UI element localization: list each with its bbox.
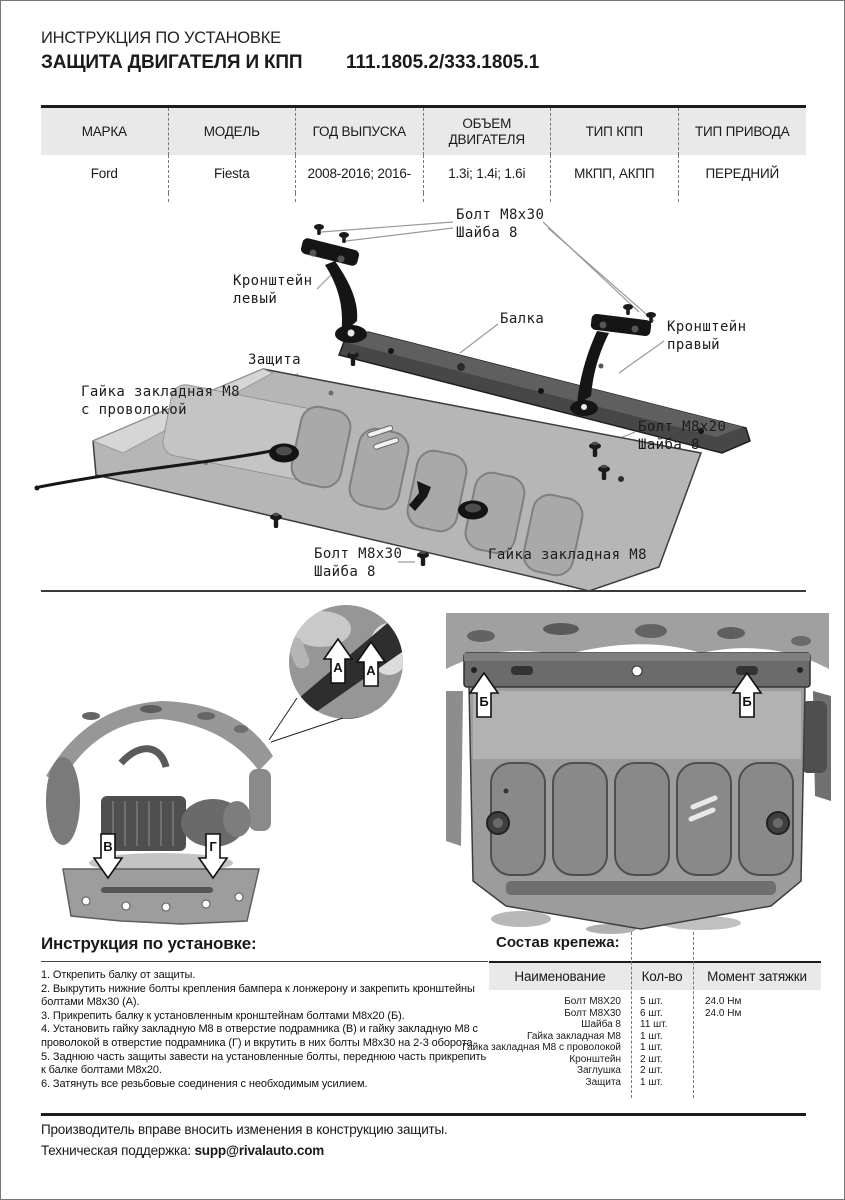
marker-letter-a: А — [333, 660, 343, 675]
vehicle-brand: Ford — [41, 155, 169, 193]
fasteners-table — [462, 932, 821, 1098]
instruction-step: 5. Заднюю часть защиты завести на установленные болты, переднюю часть прикрепить к балке болтами М8х20. — [41, 1050, 487, 1077]
label-embed-nut: Гайка закладная М8 — [488, 547, 647, 563]
vehicle-model: Fiesta — [169, 155, 297, 193]
instruction-step: 1. Открепить балку от защиты. — [41, 969, 196, 981]
instruction-step: 4. Установить гайку закладную М8 в отверстие подрамника (В) и гайку закладную М8 с проволокой в отверстие подрамника (Г) и вкрутить в них болты М8х30 на 2-3 оборота. — [41, 1023, 478, 1049]
section-divider-line — [41, 590, 806, 592]
document-header — [41, 29, 302, 74]
instruction-step: 3. Прикрепить балку к установленным кронштейнам болтами М8х20 (Б). — [41, 1009, 405, 1022]
fasteners-title: Состав крепежа: — [496, 934, 620, 951]
vehicle-table-data-row — [41, 155, 806, 193]
fasteners-header-row — [489, 963, 821, 990]
fastener-row: Шайба 8 11 шт. — [581, 1019, 668, 1030]
fasteners-col-qty: Кол-во — [641, 969, 683, 984]
vehicle-table-header-row — [41, 108, 806, 155]
fastener-row: Болт М8Х20 5 шт. 24.0 Нм — [564, 996, 742, 1007]
label-bracket-right: Кронштейн правый — [667, 319, 747, 353]
label-bolt-m8x30-bottom: Болт М8х30 Шайба 8 — [314, 546, 403, 580]
footer-notice: Производитель вправе вносить изменения в конструкцию защиты. — [41, 1122, 448, 1137]
photo-underbody-left — [16, 601, 436, 936]
fastener-row: Заглушка 2 шт. — [576, 1065, 663, 1076]
label-bolt-m8x30-top: Болт М8х30 Шайба 8 — [456, 207, 545, 241]
support-label: Техническая поддержка: — [41, 1143, 191, 1158]
marker-letter-b: Б — [479, 694, 489, 709]
fasteners-rows — [462, 996, 821, 1088]
instruction-step: 6. Затянуть все резьбовые соединения с необходимым усилием. — [41, 1077, 368, 1090]
vehicle-col-header: ТИП ПРИВОДА — [694, 123, 790, 139]
label-beam: Балка — [500, 311, 545, 327]
vehicle-gearbox: МКПП, АКПП — [551, 155, 679, 193]
instructions-rule — [41, 961, 488, 962]
photo-installed-right — [441, 601, 836, 936]
instruction-step: 2. Выкрутить нижние болты крепления бампера к лонжерону и закрепить кронштейны болтами М8х30 (А). — [41, 982, 475, 1009]
fasteners-col-name: Наименование — [514, 969, 606, 984]
underbody-photo-shapes — [46, 701, 273, 924]
label-bracket-left: Кронштейн левый — [233, 273, 313, 307]
marker-letter-v: В — [103, 839, 113, 854]
marker-letter-b: Б — [742, 694, 752, 709]
instructions-title: Инструкция по установке: — [41, 934, 257, 953]
fastener-row: Защита 1 шт. — [585, 1076, 663, 1088]
part-numbers: 111.1805.2/333.1805.1 — [346, 52, 540, 73]
vehicle-col-header: МАРКА — [41, 108, 169, 155]
fastener-row: Гайка закладная М8 с проволокой 1 шт. — [462, 1042, 663, 1053]
label-embed-nut-wire: Гайка закладная М8 с проволокой — [81, 384, 240, 418]
vehicle-col-header: ГОД ВЫПУСКА — [296, 108, 424, 155]
marker-letter-a: А — [366, 663, 376, 678]
fasteners-col-torque: Момент затяжки — [707, 969, 807, 984]
label-bolt-m8x20: Болт М8х20 Шайба 8 — [638, 419, 727, 453]
fastener-row: Гайка закладная М8 1 шт. — [527, 1030, 663, 1042]
label-shield: Защита — [248, 352, 301, 368]
installed-shield-render — [464, 653, 810, 929]
product-title: ЗАЩИТА ДВИГАТЕЛЯ И КПП — [41, 52, 303, 73]
vehicle-col-header: ОБЪЕМ ДВИГАТЕЛЯ — [424, 108, 552, 155]
footer-support — [41, 1143, 324, 1158]
vehicle-table — [41, 105, 806, 202]
marker-letter-g: Г — [209, 839, 217, 854]
installation-instructions — [41, 934, 488, 1091]
vehicle-engine: 1.3i; 1.4i; 1.6i — [424, 155, 552, 193]
vehicle-col-header: МОДЕЛЬ — [169, 108, 297, 155]
support-email: supp@rivalauto.com — [194, 1143, 325, 1158]
fastener-row: Кронштейн 2 шт. — [569, 1053, 663, 1065]
vehicle-col-header: ТИП КПП — [551, 108, 679, 155]
fastener-row: Болт М8Х30 6 шт. 24.0 Нм — [564, 1007, 742, 1019]
footer-rule — [41, 1113, 806, 1116]
vehicle-drive: ПЕРЕДНИЙ — [705, 166, 779, 181]
doc-type-title: ИНСТРУКЦИЯ ПО УСТАНОВКЕ — [41, 29, 281, 47]
vehicle-years: 2008-2016; 2016- — [296, 155, 424, 193]
